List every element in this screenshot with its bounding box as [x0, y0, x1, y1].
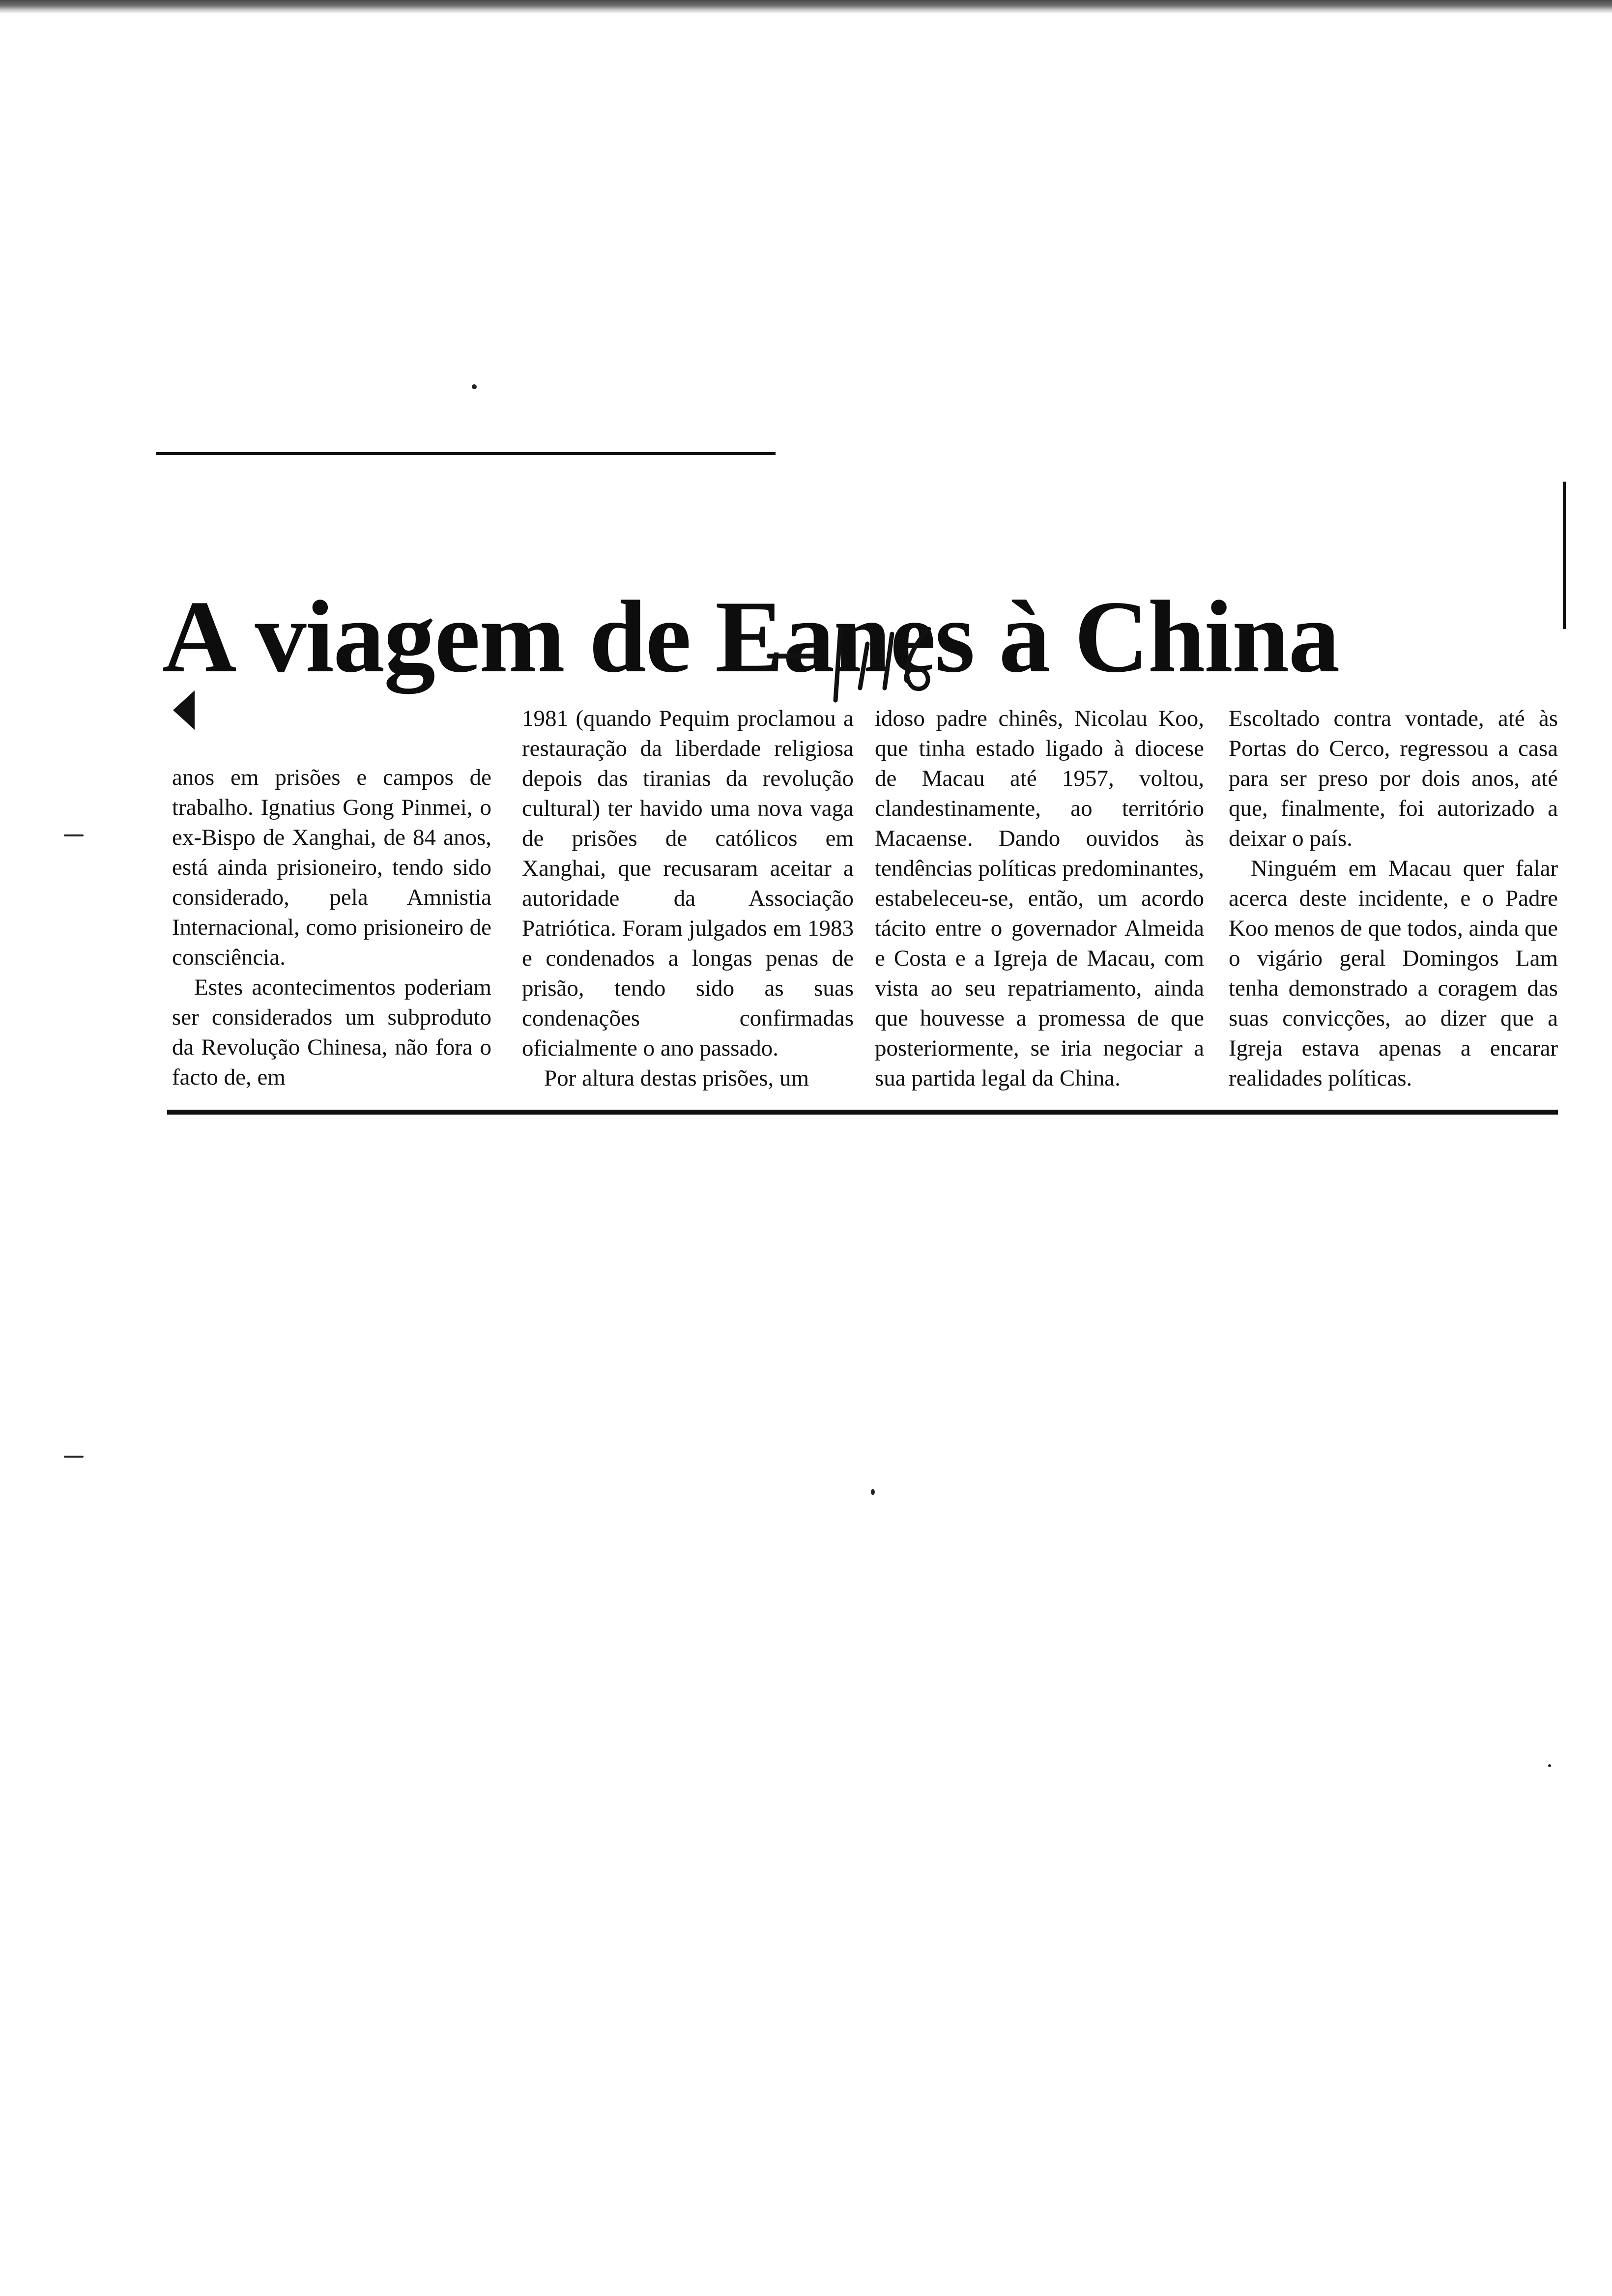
column-3-paragraph-1: idoso padre chinês, Nicolau Koo, que tinha estado ligado à diocese de Macau até 1957, voltou, clandestinamente, ao território Macaense. Dando ouvidos às tendências políticas predominantes, estabeleceu-se, então, um acordo tácito entre o governador Almeida e Costa e a Igreja de Macau, com vista ao seu repatriamento, ainda que houvesse a promessa de que posteriormente, se iria negociar a sua partida legal da China.: [875, 706, 1204, 1091]
column-1-paragraph-2: Estes acontecimentos poderiam ser considerados um subproduto da Revolução Chinesa, não fora o facto de, em: [172, 975, 491, 1090]
column-4-paragraph-1: Escoltado contra vontade, até às Portas do Cerco, regressou a casa para ser preso por dois anos, até que, finalmente, foi autorizado a deixar o país.: [1229, 706, 1558, 851]
scan-speck: [472, 384, 477, 389]
article-column-2: [522, 704, 854, 1093]
scan-speck: [1548, 1764, 1551, 1767]
column-2-paragraph-2: Por altura destas prisões, um: [544, 1065, 809, 1091]
scan-speck: [64, 834, 84, 836]
scan-speck: [871, 1489, 875, 1495]
right-rule: [1563, 482, 1566, 629]
scan-top-edge: [0, 0, 1612, 14]
column-2-paragraph-1: 1981 (quando Pequim proclamou a restauração da liberdade religiosa depois das tiranias da revolução cultural) ter havido uma nova vaga de prisões de católicos em Xanghai, que recusaram aceitar a autoridade da Associação Patriótica. Foram julgados em 1983 e condenados a longas penas de prisão, tendo sido as suas condenações confirmadas oficialmente o ano passado.: [522, 706, 854, 1061]
article-column-3: [875, 704, 1204, 1093]
scan-speck: [64, 1456, 84, 1458]
arrow-left-icon: [173, 690, 195, 730]
article-column-1: [172, 763, 491, 1092]
top-rule: [156, 452, 776, 455]
handwritten-annotation: [767, 614, 973, 713]
article-column-4: [1229, 704, 1558, 1093]
bottom-rule: [167, 1110, 1558, 1115]
column-1-paragraph-1: anos em prisões e campos de trabalho. Ignatius Gong Pinmei, o ex-Bispo de Xanghai, de 84 anos, está ainda prisioneiro, tendo sido considerado, pela Amnistia Internacional, como prisioneiro de consciência.: [172, 765, 491, 970]
column-4-paragraph-2: Ninguém em Macau quer falar acerca deste incidente, e o Padre Koo menos de que todos, ainda que o vigário geral Domingos Lam tenha demonstrado a coragem das suas convicções, ao dizer que a Igreja estava apenas a encarar realidades políticas.: [1229, 856, 1558, 1091]
article-headline: A viagem de Eanes à China: [162, 579, 1339, 694]
